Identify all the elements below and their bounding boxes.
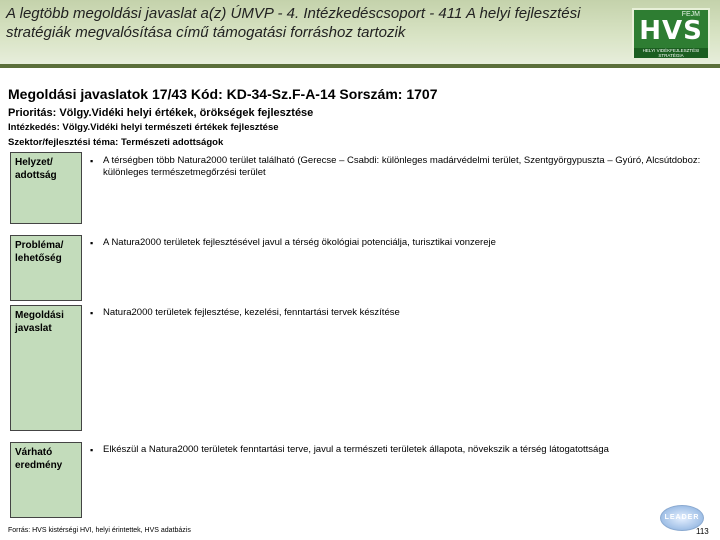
bullet-icon: ▪: [90, 156, 94, 166]
header-divider: [0, 64, 720, 68]
badge-text: LEADER: [664, 514, 700, 521]
row-label-helyzet: Helyzet/ adottság: [10, 152, 82, 224]
logo-main-text: HVS: [639, 16, 703, 46]
bullet-icon: ▪: [90, 445, 94, 455]
row-content-megoldasi: [90, 307, 705, 319]
sector-line: Szektor/fejlesztési téma: Természeti adottságok: [8, 137, 224, 148]
page-number: 113: [696, 527, 709, 536]
header-band: [0, 0, 720, 64]
measure-line: Intézkedés: Völgy.Vidéki helyi természeti értékek fejlesztése: [8, 122, 279, 133]
page-title: Megoldási javaslatok 17/43 Kód: KD-34-Sz.F-A-14 Sorszám: 1707: [8, 86, 438, 102]
row-text-megoldasi: Natura2000 területek fejlesztése, kezelési, fenntartási tervek készítése: [103, 307, 400, 318]
bullet-icon: ▪: [90, 308, 94, 318]
row-text-varhato: Elkészül a Natura2000 területek fenntartási terve, javul a természeti területek állapota, növekszik a térség látogatottsága: [103, 444, 609, 455]
row-label-problema: Probléma/ lehetőség: [10, 235, 82, 301]
hvs-logo: [632, 8, 710, 58]
row-text-problema: A Natura2000 területek fejlesztésével javul a térség ökológiai potenciálja, turisztikai vonzereje: [103, 237, 496, 248]
bullet-icon: ▪: [90, 238, 94, 248]
source-note: Forrás: HVS kistérségi HVI, helyi érintettek, HVS adatbázis: [8, 527, 191, 534]
row-content-helyzet: [90, 155, 705, 179]
row-content-varhato: [90, 444, 705, 456]
row-content-problema: [90, 237, 705, 249]
logo-top-text: FEJM: [681, 11, 700, 18]
logo-sub-text: HELYI VIDÉKFEJLESZTÉSI STRATÉGIA: [634, 48, 708, 58]
header-title: A legtöbb megoldási javaslat a(z) ÚMVP - 4. Intézkedéscsoport - 411 A helyi fejlesztési stratégiák megvalósítása című támogatási forráshoz tartozik: [6, 5, 581, 41]
row-label-megoldasi: Megoldási javaslat: [10, 305, 82, 431]
row-text-helyzet: A térségben több Natura2000 terület található (Gerecse – Csabdi: különleges madárvédelmi terület, Szentgyörgypuszta – Gyúró, Alcsútdoboz: különleges természetmegőrzési terület: [103, 155, 701, 178]
priority-line: Prioritás: Völgy.Vidéki helyi értékek, örökségek fejlesztése: [8, 107, 314, 119]
row-label-varhato: Várható eredmény: [10, 442, 82, 518]
